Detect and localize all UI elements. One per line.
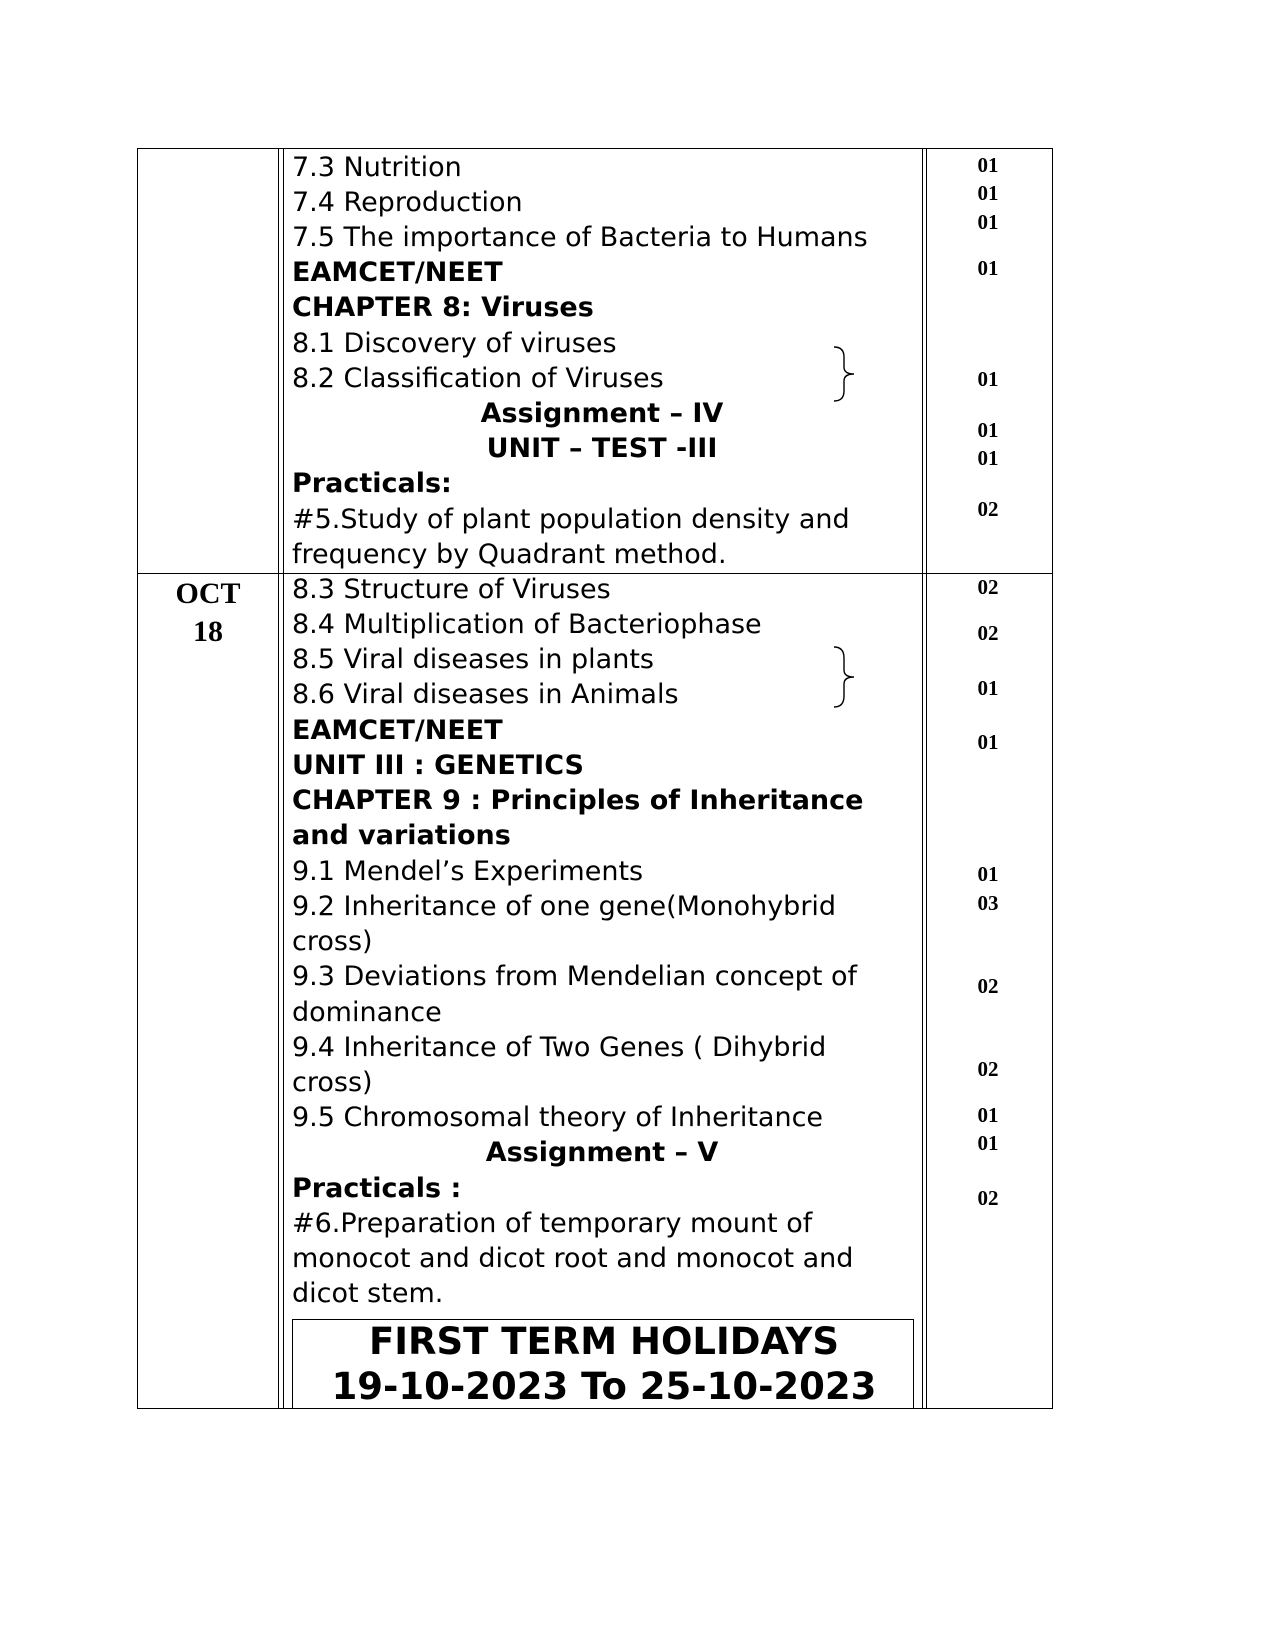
topic-line: dicot stem. (292, 1278, 444, 1309)
topic-line: cross) (292, 926, 373, 957)
topic-line: cross) (292, 1067, 373, 1098)
week-number: 18 (193, 615, 223, 648)
topic-line: EAMCET/NEET (292, 715, 503, 746)
topic-line: 8.2 Classification of Viruses (292, 363, 664, 394)
topic-line: 9.2 Inheritance of one gene(Monohybrid (292, 891, 837, 922)
period-count: 02 (977, 621, 999, 645)
period-count: 01 (977, 676, 999, 700)
holiday-title: FIRST TERM HOLIDAYS (368, 1320, 839, 1363)
period-count: 01 (977, 730, 999, 754)
practicals-label: Practicals: (292, 468, 452, 499)
period-count: 01 (977, 418, 999, 442)
period-count: 01 (977, 367, 999, 391)
topic-line: 7.4 Reproduction (292, 187, 523, 218)
period-count: 02 (977, 1057, 999, 1081)
topic-line: dominance (292, 997, 442, 1028)
assignment-label: Assignment – V (485, 1137, 719, 1168)
table-top-border (137, 148, 1052, 149)
grouping-brace-icon (830, 645, 860, 709)
topic-line: 9.5 Chromosomal theory of Inheritance (292, 1102, 824, 1133)
period-count: 02 (977, 575, 999, 599)
table-left-border (137, 148, 138, 1409)
topic-line: 8.3 Structure of Viruses (292, 574, 611, 605)
period-count: 03 (977, 891, 999, 915)
topic-line: 9.4 Inheritance of Two Genes ( Dihybrid (292, 1032, 827, 1063)
month-label: OCT (175, 577, 241, 610)
period-count: 02 (977, 1186, 999, 1210)
holiday-notice (292, 1319, 914, 1409)
unit-test-label: UNIT – TEST -III (486, 433, 718, 464)
topic-line: monocot and dicot root and monocot and (292, 1243, 854, 1274)
period-count: 01 (977, 181, 999, 205)
topic-line: 8.5 Viral diseases in plants (292, 644, 654, 675)
topic-line: frequency by Quadrant method. (292, 539, 727, 570)
period-count: 01 (977, 1103, 999, 1127)
chapter-heading: CHAPTER 8: Viruses (292, 292, 594, 323)
period-count: 01 (977, 256, 999, 280)
topics-column-border-b (926, 148, 927, 1409)
month-column-border-a (278, 148, 279, 1409)
month-column-border-b (283, 148, 284, 1409)
topic-line: #5.Study of plant population density and (292, 504, 850, 535)
period-count: 01 (977, 446, 999, 470)
topic-line: 8.4 Multiplication of Bacteriophase (292, 609, 762, 640)
topic-line: 7.5 The importance of Bacteria to Humans (292, 222, 868, 253)
period-count: 01 (977, 210, 999, 234)
table-right-border (1052, 148, 1053, 1409)
topic-line: 9.3 Deviations from Mendelian concept of (292, 961, 858, 992)
period-count: 02 (977, 497, 999, 521)
chapter-heading: and variations (292, 820, 511, 851)
topic-line: 9.1 Mendel’s Experiments (292, 856, 644, 887)
topic-line: #6.Preparation of temporary mount of (292, 1208, 813, 1239)
period-count: 01 (977, 862, 999, 886)
practicals-label: Practicals : (292, 1173, 462, 1204)
topic-line: 7.3 Nutrition (292, 152, 462, 183)
topic-line: 8.6 Viral diseases in Animals (292, 679, 679, 710)
grouping-brace-icon (830, 345, 860, 403)
period-count: 02 (977, 974, 999, 998)
assignment-label: Assignment – IV (480, 398, 724, 429)
topics-column-border-a (922, 148, 923, 1409)
holiday-dates: 19-10-2023 To 25-10-2023 (331, 1365, 877, 1408)
chapter-heading: CHAPTER 9 : Principles of Inheritance (292, 785, 864, 816)
period-count: 01 (977, 153, 999, 177)
topic-line: EAMCET/NEET (292, 257, 503, 288)
unit-heading: UNIT III : GENETICS (292, 750, 584, 781)
topic-line: 8.1 Discovery of viruses (292, 328, 617, 359)
period-count: 01 (977, 1131, 999, 1155)
